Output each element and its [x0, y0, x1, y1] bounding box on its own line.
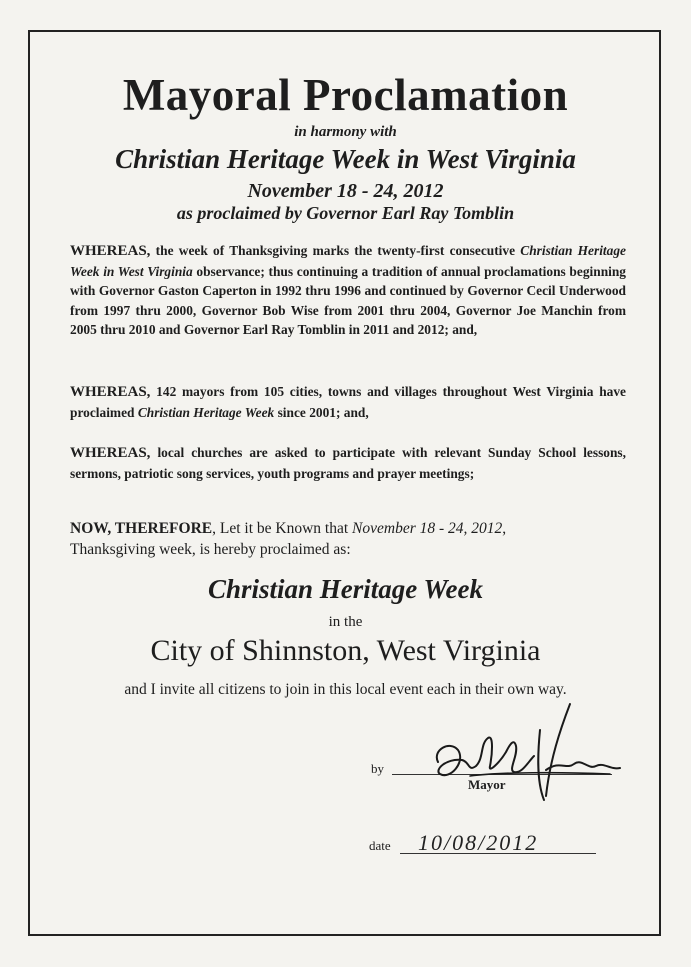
whereas-lead: WHEREAS, [70, 243, 151, 259]
paragraph-text: 142 mayors from 105 cities, towns and villages throughout West Virginia have proclaimed [70, 384, 626, 420]
event-dates: November 18 - 24, 2012 [247, 180, 444, 202]
date-label: date [369, 838, 391, 853]
paragraph-text: the week of Thanksgiving marks the twenty-first consecutive [150, 243, 521, 258]
by-label: by [371, 761, 384, 776]
paragraph-text: Thanksgiving week, is hereby proclaimed as: [70, 541, 351, 558]
proclaimed-week-title: Christian Heritage Week [207, 574, 484, 604]
paragraph-text: , [502, 520, 507, 537]
mayor-signature [410, 700, 630, 810]
invitation-text: and I invite all citizens to join in this local event each in their own way. [124, 681, 567, 698]
paragraph-text: observance; thus continuing a tradition of annual proclamations beginning with Governor Gaston Caperton in 1992 thru 1996 and continued by Governor Cecil Underwood from 1997 thru 2000, Governor Bob Wise from 2001 thru 2004, Governor Joe Manchin from 2005 thru 2010 and Governor Earl Ray Tomblin in 2011 and 2012; and, [70, 263, 627, 337]
paragraph-text: local churches are asked to participate with relevant Sunday School lessons, sermons, patriotic song services, youth programs and prayer meetings; [70, 445, 626, 481]
paragraph-text: since 2001; and, [274, 404, 369, 420]
heritage-week-title: Christian Heritage Week in West Virginia [115, 144, 576, 174]
whereas-paragraph-2 [70, 382, 626, 422]
proclaimed-by-line: as proclaimed by Governor Earl Ray Tomblin [176, 203, 515, 223]
paragraph-text: , Let it be Known that [212, 520, 353, 537]
paragraph-emphasis: November 18 - 24, 2012 [352, 520, 503, 537]
paragraph-emphasis: Christian Heritage Week in West Virginia [70, 243, 626, 279]
now-therefore-lead: NOW, THEREFORE [70, 520, 213, 537]
whereas-paragraph-3 [70, 443, 626, 483]
document-title: Mayoral Proclamation [122, 70, 569, 120]
whereas-paragraph-1 [70, 241, 626, 340]
now-therefore-paragraph [70, 518, 640, 560]
in-the-label: in the [328, 614, 363, 630]
whereas-lead: WHEREAS, [70, 445, 151, 461]
harmony-subtitle: in harmony with [294, 124, 397, 140]
mayor-label: Mayor [468, 777, 506, 792]
city-name: City of Shinnston, West Virginia [150, 634, 541, 667]
whereas-lead: WHEREAS, [70, 384, 151, 400]
handwritten-date: 10/08/2012 [418, 830, 539, 855]
paragraph-emphasis: Christian Heritage Week [137, 404, 275, 420]
